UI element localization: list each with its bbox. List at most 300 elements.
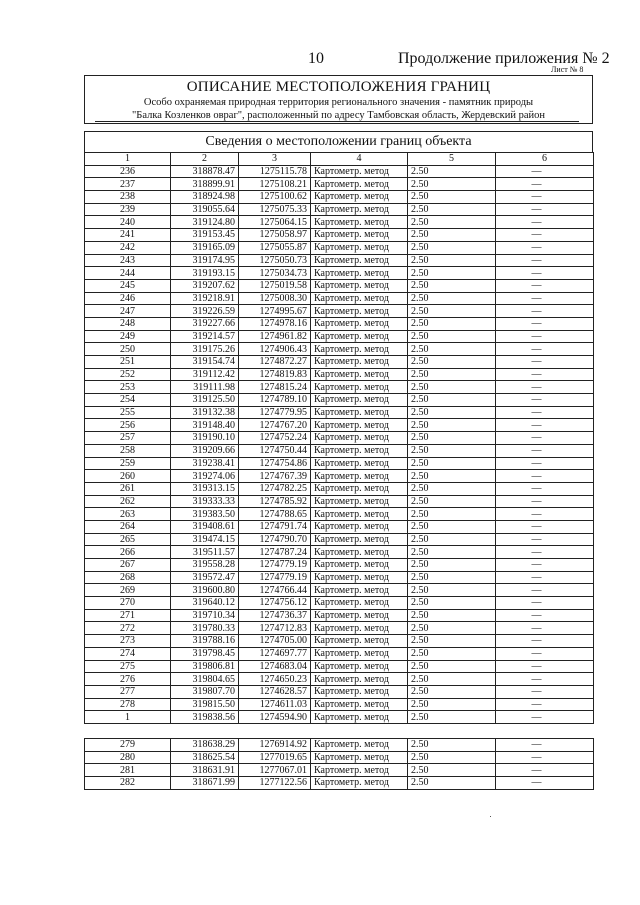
description-cell (496, 635, 594, 648)
determination-method-cell: Картометр. метод (311, 203, 408, 216)
x-coordinate-cell: 319383.50 (171, 508, 239, 521)
description-cell (496, 279, 594, 292)
accuracy-cell: 2.50 (408, 381, 496, 394)
determination-method-cell: Картометр. метод (311, 457, 408, 470)
accuracy-cell: 2.50 (408, 673, 496, 686)
y-coordinate-cell: 1275019.58 (239, 279, 311, 292)
determination-method-cell: Картометр. метод (311, 178, 408, 191)
column-header-5: 5 (408, 153, 496, 166)
accuracy-cell: 2.50 (408, 698, 496, 711)
y-coordinate-cell: 1274767.20 (239, 419, 311, 432)
accuracy-cell: 2.50 (408, 520, 496, 533)
y-coordinate-cell: 1274788.65 (239, 508, 311, 521)
determination-method-cell: Картометр. метод (311, 609, 408, 622)
table-row (85, 216, 594, 229)
dash-mark: — (531, 751, 542, 763)
y-coordinate-cell: 1274611.03 (239, 698, 311, 711)
accuracy-cell: 2.50 (408, 777, 496, 790)
dash-mark: — (531, 508, 542, 520)
accuracy-cell: 2.50 (408, 191, 496, 204)
column-header-1: 1 (85, 153, 171, 166)
table-row (85, 203, 594, 216)
dash-mark: — (531, 470, 542, 482)
dash-mark: — (531, 483, 542, 495)
point-number-cell: 275 (85, 660, 171, 673)
x-coordinate-cell: 319313.15 (171, 482, 239, 495)
dash-mark: — (531, 216, 542, 228)
point-number-cell: 282 (85, 777, 171, 790)
dash-mark: — (531, 711, 542, 723)
dash-mark: — (531, 280, 542, 292)
table-row (85, 254, 594, 267)
point-number-cell: 244 (85, 267, 171, 280)
determination-method-cell: Картометр. метод (311, 673, 408, 686)
table-header-row (85, 153, 594, 166)
dash-mark: — (531, 660, 542, 672)
accuracy-cell: 2.50 (408, 406, 496, 419)
accuracy-cell: 2.50 (408, 241, 496, 254)
y-coordinate-cell: 1274752.24 (239, 432, 311, 445)
accuracy-cell: 2.50 (408, 609, 496, 622)
point-number-cell: 253 (85, 381, 171, 394)
point-number-cell: 251 (85, 356, 171, 369)
page-number: 10 (308, 50, 324, 67)
table-row (85, 305, 594, 318)
determination-method-cell: Картометр. метод (311, 482, 408, 495)
x-coordinate-cell: 318899.91 (171, 178, 239, 191)
x-coordinate-cell: 319474.15 (171, 533, 239, 546)
description-cell (496, 711, 594, 724)
table-body (85, 165, 594, 789)
determination-method-cell: Картометр. метод (311, 685, 408, 698)
dash-mark: — (531, 356, 542, 368)
dash-mark: — (531, 419, 542, 431)
x-coordinate-cell: 319124.80 (171, 216, 239, 229)
determination-method-cell: Картометр. метод (311, 241, 408, 254)
point-number-cell: 260 (85, 470, 171, 483)
determination-method-cell: Картометр. метод (311, 777, 408, 790)
point-number-cell: 267 (85, 559, 171, 572)
x-coordinate-cell: 319807.70 (171, 685, 239, 698)
column-header-4: 4 (311, 153, 408, 166)
description-cell (496, 738, 594, 751)
x-coordinate-cell: 319055.64 (171, 203, 239, 216)
determination-method-cell: Картометр. метод (311, 647, 408, 660)
determination-method-cell: Картометр. метод (311, 216, 408, 229)
accuracy-cell: 2.50 (408, 571, 496, 584)
description-cell (496, 432, 594, 445)
determination-method-cell: Картометр. метод (311, 191, 408, 204)
determination-method-cell: Картометр. метод (311, 432, 408, 445)
gap-cell (85, 723, 594, 738)
y-coordinate-cell: 1276914.92 (239, 738, 311, 751)
y-coordinate-cell: 1274766.44 (239, 584, 311, 597)
accuracy-cell: 2.50 (408, 546, 496, 559)
dash-mark: — (531, 229, 542, 241)
x-coordinate-cell: 319111.98 (171, 381, 239, 394)
accuracy-cell: 2.50 (408, 738, 496, 751)
accuracy-cell: 2.50 (408, 508, 496, 521)
section-title: Сведения о местоположении границ объекта (84, 131, 593, 152)
determination-method-cell: Картометр. метод (311, 571, 408, 584)
dash-mark: — (531, 381, 542, 393)
point-number-cell: 273 (85, 635, 171, 648)
x-coordinate-cell: 319806.81 (171, 660, 239, 673)
y-coordinate-cell: 1274787.24 (239, 546, 311, 559)
document-subtitle-line-1: Особо охраняемая природная территория регионального значения - памятник природы (143, 97, 534, 108)
x-coordinate-cell: 319174.95 (171, 254, 239, 267)
y-coordinate-cell: 1277067.01 (239, 764, 311, 777)
table-row (85, 292, 594, 305)
dash-mark: — (531, 178, 542, 190)
table-row (85, 330, 594, 343)
determination-method-cell: Картометр. метод (311, 698, 408, 711)
table-row (85, 571, 594, 584)
y-coordinate-cell: 1275050.73 (239, 254, 311, 267)
determination-method-cell: Картометр. метод (311, 394, 408, 407)
dash-mark: — (531, 292, 542, 304)
description-cell (496, 622, 594, 635)
accuracy-cell: 2.50 (408, 292, 496, 305)
determination-method-cell: Картометр. метод (311, 635, 408, 648)
point-number-cell: 258 (85, 444, 171, 457)
column-header-6: 6 (496, 153, 594, 166)
accuracy-cell: 2.50 (408, 203, 496, 216)
description-cell (496, 444, 594, 457)
table-row (85, 508, 594, 521)
point-number-cell: 270 (85, 597, 171, 610)
point-number-cell: 265 (85, 533, 171, 546)
accuracy-cell: 2.50 (408, 751, 496, 764)
y-coordinate-cell: 1274736.37 (239, 609, 311, 622)
dash-mark: — (531, 318, 542, 330)
y-coordinate-cell: 1275100.62 (239, 191, 311, 204)
determination-method-cell: Картометр. метод (311, 292, 408, 305)
accuracy-cell: 2.50 (408, 229, 496, 242)
y-coordinate-cell: 1274767.39 (239, 470, 311, 483)
determination-method-cell: Картометр. метод (311, 470, 408, 483)
accuracy-cell: 2.50 (408, 419, 496, 432)
dash-mark: — (531, 407, 542, 419)
x-coordinate-cell: 318671.99 (171, 777, 239, 790)
determination-method-cell: Картометр. метод (311, 495, 408, 508)
description-cell (496, 698, 594, 711)
y-coordinate-cell: 1274906.43 (239, 343, 311, 356)
description-cell (496, 470, 594, 483)
x-coordinate-cell: 319214.57 (171, 330, 239, 343)
dash-mark: — (531, 394, 542, 406)
y-coordinate-cell: 1275058.97 (239, 229, 311, 242)
point-number-cell: 271 (85, 609, 171, 622)
x-coordinate-cell: 319238.41 (171, 457, 239, 470)
table-row (85, 738, 594, 751)
table-row (85, 673, 594, 686)
determination-method-cell: Картометр. метод (311, 229, 408, 242)
point-number-cell: 246 (85, 292, 171, 305)
document-title: ОПИСАНИЕ МЕСТОПОЛОЖЕНИЯ ГРАНИЦ (186, 79, 491, 95)
dash-mark: — (531, 343, 542, 355)
point-number-cell: 279 (85, 738, 171, 751)
description-cell (496, 685, 594, 698)
point-number-cell: 239 (85, 203, 171, 216)
determination-method-cell: Картометр. метод (311, 520, 408, 533)
table-row (85, 698, 594, 711)
determination-method-cell: Картометр. метод (311, 406, 408, 419)
scan-speck (490, 816, 491, 817)
description-cell (496, 584, 594, 597)
table-row (85, 394, 594, 407)
table-row (85, 495, 594, 508)
document-subtitle-line-2: "Балка Козленков овраг", расположенный по адресу Тамбовская область, Жердевский район (132, 110, 545, 121)
x-coordinate-cell: 319165.09 (171, 241, 239, 254)
table-row (85, 470, 594, 483)
determination-method-cell: Картометр. метод (311, 330, 408, 343)
table-row (85, 419, 594, 432)
accuracy-cell: 2.50 (408, 622, 496, 635)
determination-method-cell: Картометр. метод (311, 444, 408, 457)
description-cell (496, 330, 594, 343)
dash-mark: — (531, 369, 542, 381)
description-cell (496, 292, 594, 305)
description-cell (496, 647, 594, 660)
table-row (85, 241, 594, 254)
x-coordinate-cell: 319209.66 (171, 444, 239, 457)
table-row (85, 432, 594, 445)
x-coordinate-cell: 319274.06 (171, 470, 239, 483)
description-cell (496, 343, 594, 356)
determination-method-cell: Картометр. метод (311, 764, 408, 777)
determination-method-cell: Картометр. метод (311, 584, 408, 597)
y-coordinate-cell: 1274756.12 (239, 597, 311, 610)
table-row (85, 520, 594, 533)
accuracy-cell: 2.50 (408, 584, 496, 597)
determination-method-cell: Картометр. метод (311, 660, 408, 673)
table-row (85, 635, 594, 648)
point-number-cell: 245 (85, 279, 171, 292)
determination-method-cell: Картометр. метод (311, 356, 408, 369)
x-coordinate-cell: 319511.57 (171, 546, 239, 559)
y-coordinate-cell: 1274815.24 (239, 381, 311, 394)
point-number-cell: 261 (85, 482, 171, 495)
x-coordinate-cell: 319125.50 (171, 394, 239, 407)
point-number-cell: 240 (85, 216, 171, 229)
table-row (85, 533, 594, 546)
y-coordinate-cell: 1277019.65 (239, 751, 311, 764)
accuracy-cell: 2.50 (408, 305, 496, 318)
dash-mark: — (531, 698, 542, 710)
description-cell (496, 203, 594, 216)
description-cell (496, 317, 594, 330)
point-number-cell: 278 (85, 698, 171, 711)
description-cell (496, 764, 594, 777)
dash-mark: — (531, 267, 542, 279)
x-coordinate-cell: 319600.80 (171, 584, 239, 597)
description-cell (496, 191, 594, 204)
x-coordinate-cell: 319193.15 (171, 267, 239, 280)
y-coordinate-cell: 1275064.15 (239, 216, 311, 229)
header-underline (95, 121, 579, 122)
determination-method-cell: Картометр. метод (311, 305, 408, 318)
x-coordinate-cell: 319175.26 (171, 343, 239, 356)
table-row (85, 546, 594, 559)
point-number-cell: 247 (85, 305, 171, 318)
point-number-cell: 276 (85, 673, 171, 686)
point-number-cell: 266 (85, 546, 171, 559)
sheet-label: Лист № 8 (551, 65, 584, 74)
point-number-cell: 237 (85, 178, 171, 191)
x-coordinate-cell: 318625.54 (171, 751, 239, 764)
dash-mark: — (531, 648, 542, 660)
dash-mark: — (531, 610, 542, 622)
x-coordinate-cell: 319207.62 (171, 279, 239, 292)
description-cell (496, 178, 594, 191)
point-number-cell: 238 (85, 191, 171, 204)
table-row (85, 597, 594, 610)
x-coordinate-cell: 319838.56 (171, 711, 239, 724)
accuracy-cell: 2.50 (408, 432, 496, 445)
dash-mark: — (531, 330, 542, 342)
table-row (85, 279, 594, 292)
table-row (85, 457, 594, 470)
dash-mark: — (531, 457, 542, 469)
y-coordinate-cell: 1274785.92 (239, 495, 311, 508)
determination-method-cell: Картометр. метод (311, 546, 408, 559)
determination-method-cell: Картометр. метод (311, 751, 408, 764)
table-row (85, 711, 594, 724)
dash-mark: — (531, 673, 542, 685)
description-cell (496, 751, 594, 764)
y-coordinate-cell: 1274754.86 (239, 457, 311, 470)
table-row (85, 406, 594, 419)
accuracy-cell: 2.50 (408, 470, 496, 483)
accuracy-cell: 2.50 (408, 317, 496, 330)
dash-mark: — (531, 432, 542, 444)
description-cell (496, 267, 594, 280)
determination-method-cell: Картометр. метод (311, 279, 408, 292)
accuracy-cell: 2.50 (408, 597, 496, 610)
table-row (85, 751, 594, 764)
dash-mark: — (531, 521, 542, 533)
y-coordinate-cell: 1274779.19 (239, 559, 311, 572)
point-number-cell: 257 (85, 432, 171, 445)
point-number-cell: 277 (85, 685, 171, 698)
y-coordinate-cell: 1274594.90 (239, 711, 311, 724)
y-coordinate-cell: 1274628.57 (239, 685, 311, 698)
x-coordinate-cell: 319112.42 (171, 368, 239, 381)
determination-method-cell: Картометр. метод (311, 254, 408, 267)
description-cell (496, 241, 594, 254)
x-coordinate-cell: 319227.66 (171, 317, 239, 330)
x-coordinate-cell: 318638.29 (171, 738, 239, 751)
dash-mark: — (531, 635, 542, 647)
y-coordinate-cell: 1275055.87 (239, 241, 311, 254)
dash-mark: — (531, 572, 542, 584)
determination-method-cell: Картометр. метод (311, 381, 408, 394)
y-coordinate-cell: 1274712.83 (239, 622, 311, 635)
dash-mark: — (531, 204, 542, 216)
dash-mark: — (531, 584, 542, 596)
description-cell (496, 660, 594, 673)
description-cell (496, 305, 594, 318)
point-number-cell: 259 (85, 457, 171, 470)
point-number-cell: 250 (85, 343, 171, 356)
y-coordinate-cell: 1274697.77 (239, 647, 311, 660)
x-coordinate-cell: 318631.91 (171, 764, 239, 777)
dash-mark: — (531, 597, 542, 609)
table-row (85, 229, 594, 242)
y-coordinate-cell: 1274995.67 (239, 305, 311, 318)
dash-mark: — (531, 445, 542, 457)
determination-method-cell: Картометр. метод (311, 597, 408, 610)
y-coordinate-cell: 1274705.00 (239, 635, 311, 648)
y-coordinate-cell: 1274978.16 (239, 317, 311, 330)
point-number-cell: 274 (85, 647, 171, 660)
point-number-cell: 262 (85, 495, 171, 508)
y-coordinate-cell: 1274961.82 (239, 330, 311, 343)
determination-method-cell: Картометр. метод (311, 419, 408, 432)
x-coordinate-cell: 319226.59 (171, 305, 239, 318)
y-coordinate-cell: 1274782.25 (239, 482, 311, 495)
accuracy-cell: 2.50 (408, 764, 496, 777)
determination-method-cell: Картометр. метод (311, 165, 408, 178)
table-row (85, 444, 594, 457)
accuracy-cell: 2.50 (408, 165, 496, 178)
description-cell (496, 609, 594, 622)
determination-method-cell: Картометр. метод (311, 368, 408, 381)
table-row (85, 267, 594, 280)
accuracy-cell: 2.50 (408, 216, 496, 229)
dash-mark: — (531, 546, 542, 558)
boundary-coordinates-table (84, 152, 594, 790)
determination-method-cell: Картометр. метод (311, 622, 408, 635)
table-row (85, 764, 594, 777)
table-row (85, 685, 594, 698)
table-row (85, 622, 594, 635)
accuracy-cell: 2.50 (408, 711, 496, 724)
x-coordinate-cell: 319640.12 (171, 597, 239, 610)
table-row (85, 584, 594, 597)
description-cell (496, 381, 594, 394)
accuracy-cell: 2.50 (408, 495, 496, 508)
x-coordinate-cell: 319804.65 (171, 673, 239, 686)
description-cell (496, 571, 594, 584)
accuracy-cell: 2.50 (408, 368, 496, 381)
point-number-cell: 268 (85, 571, 171, 584)
y-coordinate-cell: 1274779.95 (239, 406, 311, 419)
x-coordinate-cell: 319153.45 (171, 229, 239, 242)
description-cell (496, 229, 594, 242)
description-cell (496, 559, 594, 572)
dash-mark: — (531, 559, 542, 571)
description-cell (496, 482, 594, 495)
table-row (85, 647, 594, 660)
x-coordinate-cell: 318924.98 (171, 191, 239, 204)
table-row (85, 609, 594, 622)
accuracy-cell: 2.50 (408, 178, 496, 191)
accuracy-cell: 2.50 (408, 559, 496, 572)
y-coordinate-cell: 1274819.83 (239, 368, 311, 381)
point-number-cell: 241 (85, 229, 171, 242)
y-coordinate-cell: 1275108.21 (239, 178, 311, 191)
table-gap-row (85, 723, 594, 738)
y-coordinate-cell: 1275075.33 (239, 203, 311, 216)
accuracy-cell: 2.50 (408, 482, 496, 495)
description-cell (496, 495, 594, 508)
dash-mark: — (531, 242, 542, 254)
dash-mark: — (531, 305, 542, 317)
point-number-cell: 281 (85, 764, 171, 777)
description-cell (496, 597, 594, 610)
